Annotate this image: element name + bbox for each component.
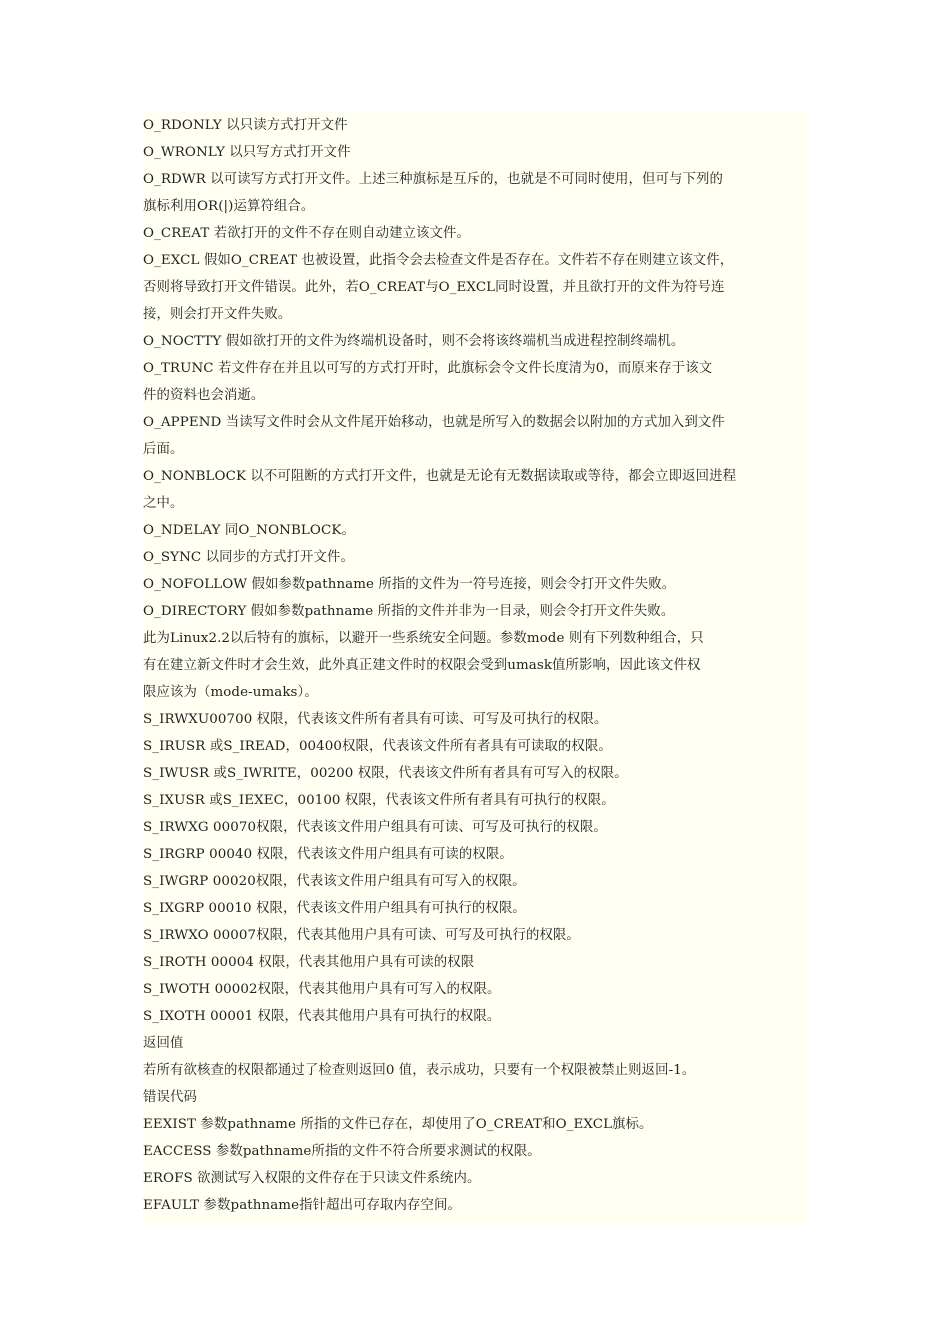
text-line: O_APPEND 当读写文件时会从文件尾开始移动，也就是所写入的数据会以附加的方式加入到文件	[143, 415, 725, 430]
text-line: S_IRWXU00700 权限，代表该文件所有者具有可读、可写及可执行的权限。	[143, 712, 608, 727]
text-line: 限应该为（mode-umaks）。	[143, 685, 318, 700]
text-line: S_IRWXG 00070权限，代表该文件用户组具有可读、可写及可执行的权限。	[143, 820, 607, 835]
text-line: 后面。	[143, 442, 184, 457]
text-line: O_EXCL 假如O_CREAT 也被设置，此指令会去检查文件是否存在。文件若不存在则建立该文件，	[143, 253, 734, 268]
text-line: O_CREAT 若欲打开的文件不存在则自动建立该文件。	[143, 226, 471, 241]
text-line: S_IXUSR 或S_IEXEC，00100 权限，代表该文件所有者具有可执行的权限。	[143, 793, 615, 808]
text-line: S_IWUSR 或S_IWRITE，00200 权限，代表该文件所有者具有可写入的权限。	[143, 766, 628, 781]
text-line: EFAULT 参数pathname指针超出可存取内存空间。	[143, 1198, 462, 1213]
text-line: S_IWGRP 00020权限，代表该文件用户组具有可写入的权限。	[143, 874, 526, 889]
text-line: O_SYNC 以同步的方式打开文件。	[143, 550, 355, 565]
text-line: O_NOCTTY 假如欲打开的文件为终端机设备时，则不会将该终端机当成进程控制终端机。	[143, 334, 685, 349]
text-line: EROFS 欲测试写入权限的文件存在于只读文件系统内。	[143, 1171, 481, 1186]
text-line: S_IRUSR 或S_IREAD，00400权限，代表该文件所有者具有可读取的权限。	[143, 739, 612, 754]
text-line: O_DIRECTORY 假如参数pathname 所指的文件并非为一目录，则会令打开文件失败。	[143, 604, 675, 619]
text-line: O_TRUNC 若文件存在并且以可写的方式打开时，此旗标会令文件长度清为0，而原来存于该文	[143, 361, 713, 376]
text-line: 有在建立新文件时才会生效，此外真正建文件时的权限会受到umask值所影响，因此该文件权	[143, 658, 701, 673]
text-line: 之中。	[143, 496, 184, 511]
text-line: O_NOFOLLOW 假如参数pathname 所指的文件为一符号连接，则会令打开文件失败。	[143, 577, 676, 592]
text-line: 否则将导致打开文件错误。此外，若O_CREAT与O_EXCL同时设置，并且欲打开的文件为符号连	[143, 280, 725, 295]
text-line: O_RDONLY 以只读方式打开文件	[143, 118, 348, 133]
text-line: S_IXGRP 00010 权限，代表该文件用户组具有可执行的权限。	[143, 901, 526, 916]
text-line: S_IROTH 00004 权限，代表其他用户具有可读的权限	[143, 955, 475, 970]
text-line: S_IWOTH 00002权限，代表其他用户具有可写入的权限。	[143, 982, 501, 997]
text-line: 件的资料也会消逝。	[143, 388, 265, 403]
text-line: 旗标利用OR(|)运算符组合。	[143, 199, 315, 214]
text-line: S_IRWXO 00007权限，代表其他用户具有可读、可写及可执行的权限。	[143, 928, 580, 943]
text-line: S_IXOTH 00001 权限，代表其他用户具有可执行的权限。	[143, 1009, 501, 1024]
text-line: 此为Linux2.2以后特有的旗标，以避开一些系统安全问题。参数mode 则有下列数种组合，只	[143, 631, 704, 646]
text-line: O_WRONLY 以只写方式打开文件	[143, 145, 351, 160]
text-line: 接，则会打开文件失败。	[143, 307, 292, 322]
text-line: EACCESS 参数pathname所指的文件不符合所要求测试的权限。	[143, 1144, 541, 1159]
section-heading-error-codes: 错误代码	[143, 1090, 197, 1105]
text-line: O_NONBLOCK 以不可阻断的方式打开文件，也就是无论有无数据读取或等待，都会立即返回进程	[143, 469, 737, 484]
text-line: EEXIST 参数pathname 所指的文件已存在，却使用了O_CREAT和O_EXCL旗标。	[143, 1117, 653, 1132]
document-body	[143, 112, 806, 1226]
text-line: 若所有欲核查的权限都通过了检查则返回0 值，表示成功，只要有一个权限被禁止则返回-1。	[143, 1063, 696, 1078]
text-line: S_IRGRP 00040 权限，代表该文件用户组具有可读的权限。	[143, 847, 513, 862]
text-line: O_NDELAY 同O_NONBLOCK。	[143, 523, 355, 538]
section-heading-return-value: 返回值	[143, 1036, 184, 1051]
text-line: O_RDWR 以可读写方式打开文件。上述三种旗标是互斥的，也就是不可同时使用，但可与下列的	[143, 172, 723, 187]
